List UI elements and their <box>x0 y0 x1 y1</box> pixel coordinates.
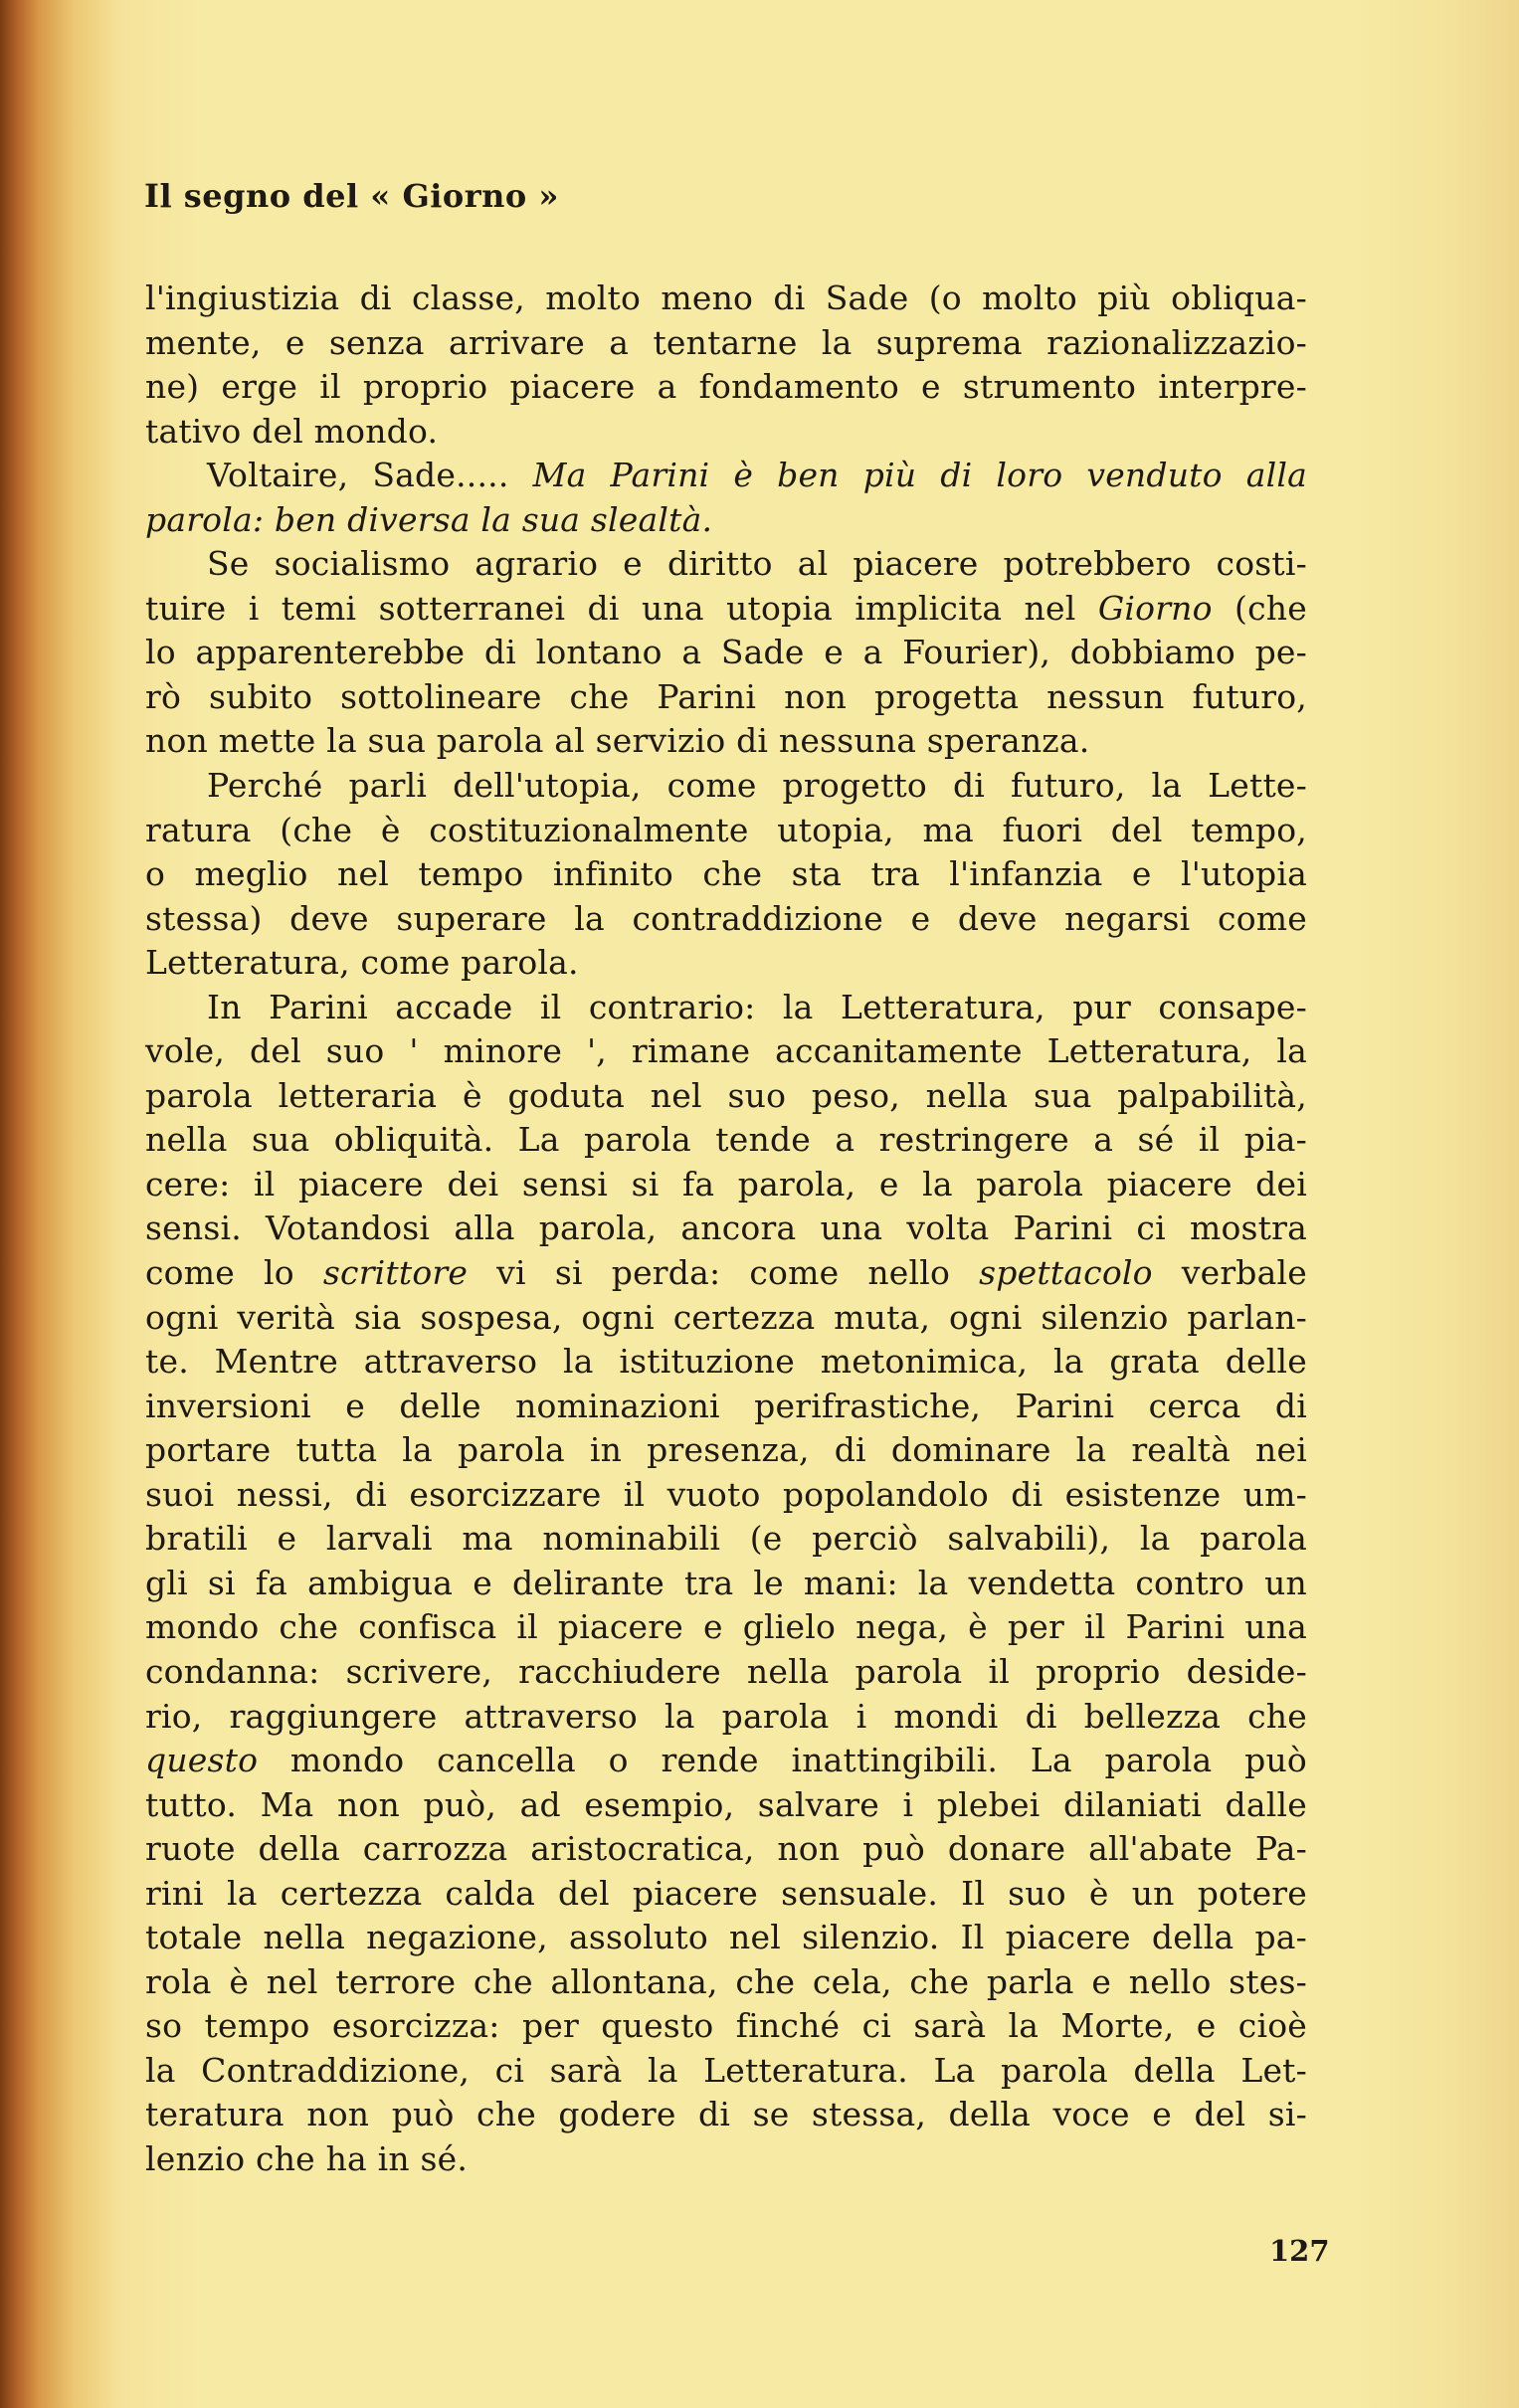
text-line: come lo scrittore vi si perda: come nello spettacolo verbale <box>145 1253 1307 1293</box>
text-line: Voltaire, Sade..... Ma Parini è ben più di loro venduto alla <box>207 456 1308 495</box>
text-line: sensi. Votandosi alla parola, ancora una volta Parini ci mostra <box>145 1208 1307 1248</box>
text-line: lo apparenterebbe di lontano a Sade e a Fourier), dobbiamo pe- <box>145 633 1307 672</box>
text-line: so tempo esorcizza: per questo finché ci sarà la Morte, e cioè <box>145 2006 1307 2046</box>
body-text <box>145 277 1307 2182</box>
text-line: Se socialismo agrario e diritto al piacere potrebbero costi- <box>207 544 1307 584</box>
italic-phrase: scrittore <box>322 1253 469 1293</box>
text-line: non mette la sua parola al servizio di nessuna speranza. <box>145 721 1090 761</box>
text-line: In Parini accade il contrario: la Letteratura, pur consape- <box>207 987 1307 1026</box>
text-line: rò subito sottolineare che Parini non progetta nessun futuro, <box>145 676 1307 716</box>
text-line: Letteratura, come parola. <box>145 943 579 983</box>
text-line: Perché parli dell'utopia, come progetto di futuro, la Lette- <box>207 766 1307 806</box>
text-line: portare tutta la parola in presenza, di dominare la realtà nei <box>145 1430 1307 1470</box>
text-line: parola letteraria è goduta nel suo peso, nella sua palpabilità, <box>145 1075 1307 1115</box>
text-line: nella sua obliquità. La parola tende a restringere a sé il pia- <box>145 1120 1307 1160</box>
italic-phrase: Ma Parini è ben più di loro venduto alla <box>532 456 1308 495</box>
italic-phrase: questo <box>145 1741 259 1780</box>
page-number: 127 <box>1269 2234 1330 2268</box>
text-line: ne) erge il proprio piacere a fondamento e strumento interpre- <box>145 367 1307 407</box>
text-line: l'ingiustizia di classe, molto meno di Sade (o molto più obliqua- <box>145 278 1307 317</box>
text-line: rio, raggiungere attraverso la parola i mondi di bellezza che <box>145 1696 1307 1736</box>
text-line: tutto. Ma non può, ad esempio, salvare i plebei dilaniati dalle <box>145 1784 1307 1824</box>
text-line <box>145 498 1307 543</box>
italic-phrase: parola: ben diversa la sua slealtà. <box>145 499 713 539</box>
text-line: inversioni e delle nominazioni perifrastiche, Parini cerca di <box>145 1386 1307 1425</box>
italic-phrase: Giorno <box>1097 588 1213 628</box>
text-line: ogni verità sia sospesa, ogni certezza muta, ogni silenzio parlan- <box>145 1297 1307 1337</box>
text-line: mondo che confisca il piacere e glielo nega, è per il Parini una <box>145 1607 1307 1647</box>
text-line: rini la certezza calda del piacere sensuale. Il suo è un potere <box>145 1873 1307 1913</box>
text-line: lenzio che ha in sé. <box>145 2138 469 2178</box>
italic-phrase: spettacolo <box>979 1253 1153 1293</box>
text-line: condanna: scrivere, racchiudere nella parola il proprio deside- <box>145 1651 1307 1691</box>
text-line: o meglio nel tempo infinito che sta tra l'infanzia e l'utopia <box>145 854 1307 894</box>
text-line: ratura (che è costituzionalmente utopia, ma fuori del tempo, <box>145 810 1307 849</box>
text-line: tativo del mondo. <box>145 411 439 451</box>
text-line: la Contraddizione, ci sarà la Letteratura. La parola della Let- <box>145 2050 1307 2090</box>
running-header: Il segno del « Giorno » <box>144 177 559 215</box>
text-line: suoi nessi, di esorcizzare il vuoto popolandolo di esistenze um- <box>145 1474 1307 1514</box>
text-line: ruote della carrozza aristocratica, non può donare all'abate Pa- <box>145 1829 1307 1869</box>
text-line: cere: il piacere dei sensi si fa parola, e la parola piacere dei <box>145 1164 1307 1204</box>
text-line: teratura non può che godere di se stessa, della voce e del si- <box>145 2095 1307 2134</box>
text-line: questo mondo cancella o rende inattingibili. La parola può <box>145 1741 1307 1780</box>
text-line: mente, e senza arrivare a tentarne la suprema razionalizzazio- <box>145 322 1307 362</box>
text-line: totale nella negazione, assoluto nel silenzio. Il piacere della pa- <box>145 1918 1307 1957</box>
text-line: stessa) deve superare la contraddizione e deve negarsi come <box>145 898 1307 938</box>
text-line: rola è nel terrore che allontana, che cela, che parla e nello stes- <box>145 1961 1307 2001</box>
text-line: vole, del suo ' minore ', rimane accanitamente Letteratura, la <box>145 1031 1307 1071</box>
text-line: tuire i temi sotterranei di una utopia implicita nel Giorno (che <box>145 588 1307 628</box>
text-line: te. Mentre attraverso la istituzione metonimica, la grata delle <box>145 1342 1307 1382</box>
text-line: bratili e larvali ma nominabili (e perciò salvabili), la parola <box>145 1519 1307 1559</box>
text-line: gli si fa ambigua e delirante tra le mani: la vendetta contro un <box>145 1563 1307 1602</box>
